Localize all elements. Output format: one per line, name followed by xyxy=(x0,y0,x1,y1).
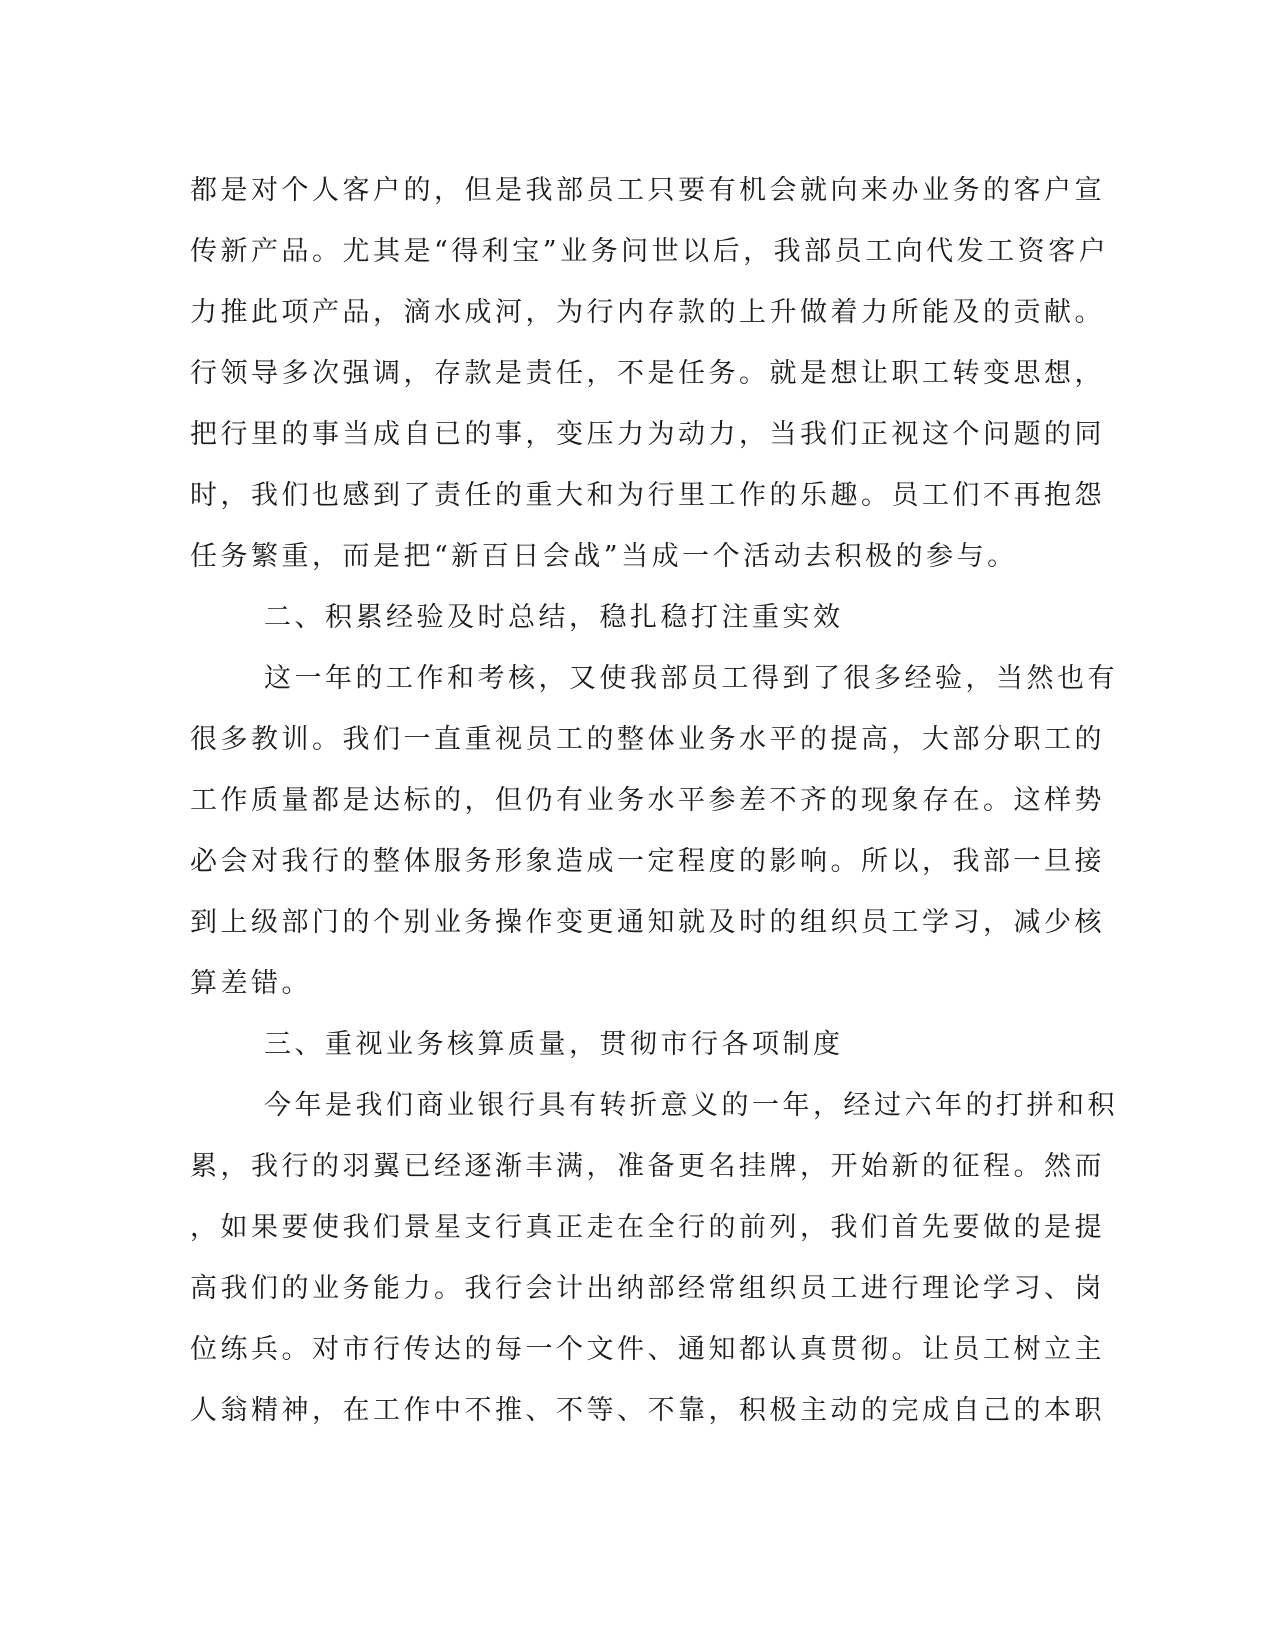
text-line: 任务繁重，而是把“新百日会战”当成一个活动去积极的参与。 xyxy=(190,541,1018,572)
text-line: ，如果要使我们景星支行真正走在全行的前列，我们首先要做的是提 xyxy=(190,1212,1105,1243)
text-line: 到上级部门的个别业务操作变更通知就及时的组织员工学习，减少核 xyxy=(190,907,1105,938)
text-line: 累，我行的羽翼已经逐渐丰满，准备更名挂牌，开始新的征程。然而 xyxy=(190,1151,1105,1182)
text-line: 传新产品。尤其是“得利宝”业务问世以后，我部员工向代发工资客户 xyxy=(190,236,1110,267)
section-heading: 二、积累经验及时总结，稳扎稳打注重实效 xyxy=(264,602,844,633)
text-line: 高我们的业务能力。我行会计出纳部经常组织员工进行理论学习、岗 xyxy=(190,1273,1105,1304)
section-heading: 三、重视业务核算质量，贯彻市行各项制度 xyxy=(264,1029,844,1060)
text-line: 很多教训。我们一直重视员工的整体业务水平的提高，大部分职工的 xyxy=(190,724,1105,755)
text-line: 人翁精神，在工作中不推、不等、不靠，积极主动的完成自己的本职 xyxy=(190,1395,1105,1426)
paragraph-first-line: 今年是我们商业银行具有转折意义的一年，经过六年的打拼和积 xyxy=(264,1090,1118,1121)
text-line: 都是对个人客户的，但是我部员工只要有机会就向来办业务的客户宣 xyxy=(190,175,1105,206)
text-line: 算差错。 xyxy=(190,968,312,999)
text-line: 力推此项产品，滴水成河，为行内存款的上升做着力所能及的贡献。 xyxy=(190,297,1105,328)
text-line: 工作质量都是达标的，但仍有业务水平参差不齐的现象存在。这样势 xyxy=(190,785,1105,816)
text-line: 时，我们也感到了责任的重大和为行里工作的乐趣。员工们不再抱怨 xyxy=(190,480,1105,511)
document-body xyxy=(190,160,1118,1441)
text-line: 位练兵。对市行传达的每一个文件、通知都认真贯彻。让员工树立主 xyxy=(190,1334,1105,1365)
text-line: 必会对我行的整体服务形象造成一定程度的影响。所以，我部一旦接 xyxy=(190,846,1105,877)
text-line: 把行里的事当成自已的事，变压力为动力，当我们正视这个问题的同 xyxy=(190,419,1105,450)
text-line: 行领导多次强调，存款是责任，不是任务。就是想让职工转变思想， xyxy=(190,358,1105,389)
paragraph-first-line: 这一年的工作和考核，又使我部员工得到了很多经验，当然也有 xyxy=(264,663,1118,694)
